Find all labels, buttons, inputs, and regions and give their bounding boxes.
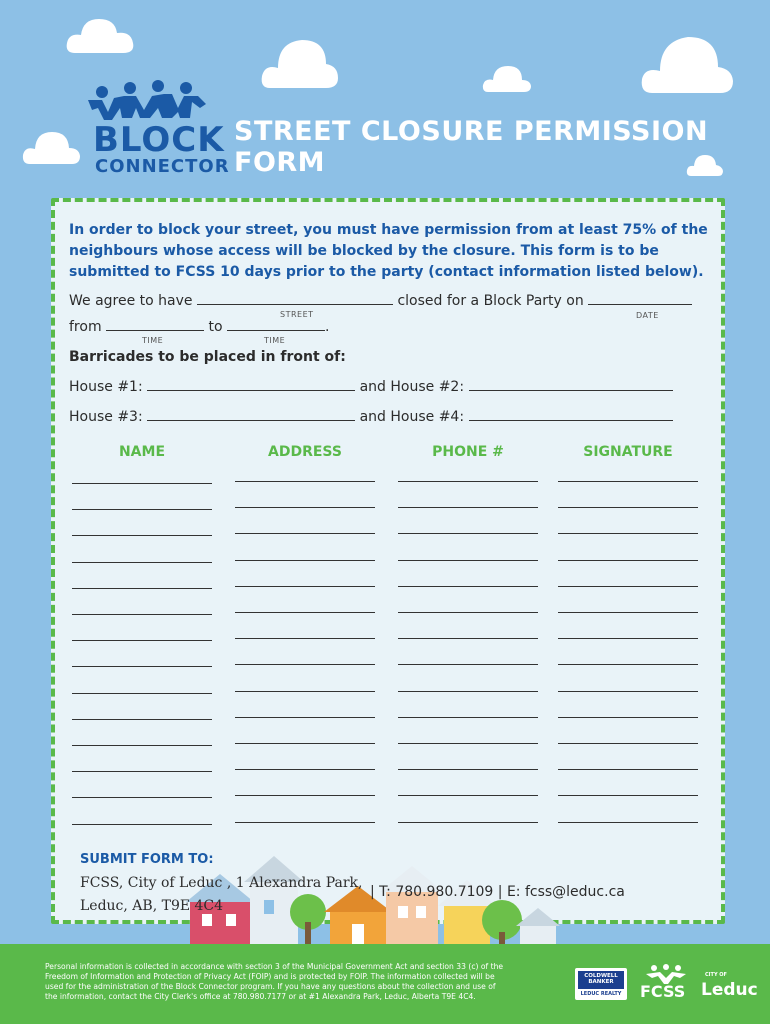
name-entry-line[interactable] [72, 719, 212, 720]
address-entry-line[interactable] [235, 743, 375, 744]
page-title: STREET CLOSURE PERMISSION FORM [234, 116, 709, 178]
submit-address-line-1: FCSS, City of Leduc , 1 Alexandra Park, [80, 875, 363, 891]
agreement-line-1 [69, 292, 692, 309]
address-entry-line[interactable] [235, 769, 375, 770]
signature-entry-line[interactable] [558, 769, 698, 770]
fcss-logo-text: FCSS [640, 982, 686, 1001]
address-entry-line[interactable] [235, 507, 375, 508]
city-of-text: CITY OF [705, 972, 727, 978]
name-entry-line[interactable] [72, 745, 212, 746]
closed-for-label: closed for a Block Party on [397, 293, 584, 309]
cloud-decoration [22, 122, 82, 166]
column-header-name: NAME [118, 444, 166, 460]
leduc-logo-text: Leduc [701, 980, 758, 1000]
date-field[interactable] [588, 292, 692, 305]
phone-entry-line[interactable] [398, 691, 538, 692]
house-1-label: House #1: [69, 379, 143, 395]
phone-entry-line[interactable] [398, 507, 538, 508]
foip-notice: Personal information is collected in accordance with section 3 of the Municipal Government Act and section 33 (c) of the Freedom of Information and Protection of Privacy Act (FOIP) and is protected by FOIP. The information collected will be used for the administration of the Block Connector program. If you have any questions about the collection and use of the information, contact the City Clerk's office at 780.980.7177 or at #1 Alexandra Park, Leduc, Alberta T9E 4C4. [45, 962, 504, 1001]
street-field[interactable] [197, 292, 393, 305]
signature-entry-line[interactable] [558, 533, 698, 534]
name-entry-line[interactable] [72, 693, 212, 694]
signature-entry-line[interactable] [558, 691, 698, 692]
to-label: to [208, 319, 223, 335]
house-4-label: and House #4: [359, 409, 465, 425]
coldwell-banker-logo [575, 968, 627, 1000]
signature-entry-line[interactable] [558, 586, 698, 587]
name-entry-line[interactable] [72, 666, 212, 667]
submit-address-line-2: Leduc, AB, T9E 4C4 [80, 898, 224, 914]
cloud-decoration [640, 15, 735, 95]
cloud-decoration [482, 58, 532, 94]
signature-entry-line[interactable] [558, 560, 698, 561]
signature-entry-line[interactable] [558, 822, 698, 823]
name-entry-line[interactable] [72, 483, 212, 484]
phone-entry-line[interactable] [398, 533, 538, 534]
barricades-row-1 [69, 378, 673, 395]
phone-entry-line[interactable] [398, 481, 538, 482]
name-entry-line[interactable] [72, 824, 212, 825]
address-entry-line[interactable] [235, 481, 375, 482]
phone-entry-line[interactable] [398, 717, 538, 718]
coldwell-banker-sub: LEDUC REALTY [580, 991, 622, 997]
submit-address [80, 872, 380, 918]
fcss-people-icon [640, 964, 690, 984]
name-entry-line[interactable] [72, 535, 212, 536]
address-entry-line[interactable] [235, 586, 375, 587]
phone-entry-line[interactable] [398, 638, 538, 639]
cloud-decoration [260, 18, 340, 90]
signature-entry-line[interactable] [558, 612, 698, 613]
house-4-field[interactable] [469, 408, 673, 421]
signature-entry-line[interactable] [558, 717, 698, 718]
house-2-label: and House #2: [359, 379, 465, 395]
house-1-field[interactable] [147, 378, 355, 391]
address-entry-line[interactable] [235, 691, 375, 692]
house-2-field[interactable] [469, 378, 673, 391]
phone-entry-line[interactable] [398, 822, 538, 823]
cloud-decoration [65, 5, 135, 55]
column-header-phone: PHONE # [432, 444, 504, 460]
date-sublabel: DATE [636, 311, 659, 320]
from-label: from [69, 319, 102, 335]
coldwell-banker-name: COLDWELL BANKER [584, 973, 618, 985]
phone-entry-line[interactable] [398, 560, 538, 561]
address-entry-line[interactable] [235, 717, 375, 718]
barricades-row-2 [69, 408, 673, 425]
phone-entry-line[interactable] [398, 795, 538, 796]
signature-entry-line[interactable] [558, 664, 698, 665]
name-entry-line[interactable] [72, 771, 212, 772]
we-agree-label: We agree to have [69, 293, 193, 309]
contact-info: | T: 780.980.7109 | E: fcss@leduc.ca [370, 884, 625, 900]
house-3-label: House #3: [69, 409, 143, 425]
name-entry-line[interactable] [72, 640, 212, 641]
phone-entry-line[interactable] [398, 612, 538, 613]
submit-heading: SUBMIT FORM TO: [80, 852, 214, 867]
address-entry-line[interactable] [235, 533, 375, 534]
signature-entry-line[interactable] [558, 638, 698, 639]
period-mark: . [325, 319, 330, 335]
signature-entry-line[interactable] [558, 481, 698, 482]
end-time-field[interactable] [227, 318, 325, 331]
end-time-sublabel: TIME [264, 336, 286, 345]
logo-text-block: BLOCK [93, 120, 225, 160]
start-time-field[interactable] [106, 318, 204, 331]
house-3-field[interactable] [147, 408, 355, 421]
address-entry-line[interactable] [235, 664, 375, 665]
address-entry-line[interactable] [235, 638, 375, 639]
column-header-signature: SIGNATURE [583, 444, 673, 460]
start-time-sublabel: TIME [142, 336, 164, 345]
signature-entry-line[interactable] [558, 507, 698, 508]
name-entry-line[interactable] [72, 509, 212, 510]
address-entry-line[interactable] [235, 560, 375, 561]
address-entry-line[interactable] [235, 795, 375, 796]
signature-entry-line[interactable] [558, 795, 698, 796]
name-entry-line[interactable] [72, 588, 212, 589]
name-entry-line[interactable] [72, 797, 212, 798]
agreement-line-2 [69, 318, 329, 335]
column-header-address: ADDRESS [268, 444, 342, 460]
logo-text-connector: CONNECTOR [95, 156, 230, 177]
phone-entry-line[interactable] [398, 743, 538, 744]
name-entry-line[interactable] [72, 614, 212, 615]
phone-entry-line[interactable] [398, 664, 538, 665]
name-entry-line[interactable] [72, 562, 212, 563]
street-sublabel: STREET [280, 310, 314, 319]
signature-entry-line[interactable] [558, 743, 698, 744]
address-entry-line[interactable] [235, 822, 375, 823]
address-entry-line[interactable] [235, 612, 375, 613]
phone-entry-line[interactable] [398, 586, 538, 587]
intro-text: In order to block your street, you must have permission from at least 75% of the neighbours whose access will be blocked by the closure. This form is to be submitted to FCSS 10 days prior to the party (contact information listed below). [69, 222, 708, 280]
barricades-heading: Barricades to be placed in front of: [69, 349, 346, 365]
phone-entry-line[interactable] [398, 769, 538, 770]
